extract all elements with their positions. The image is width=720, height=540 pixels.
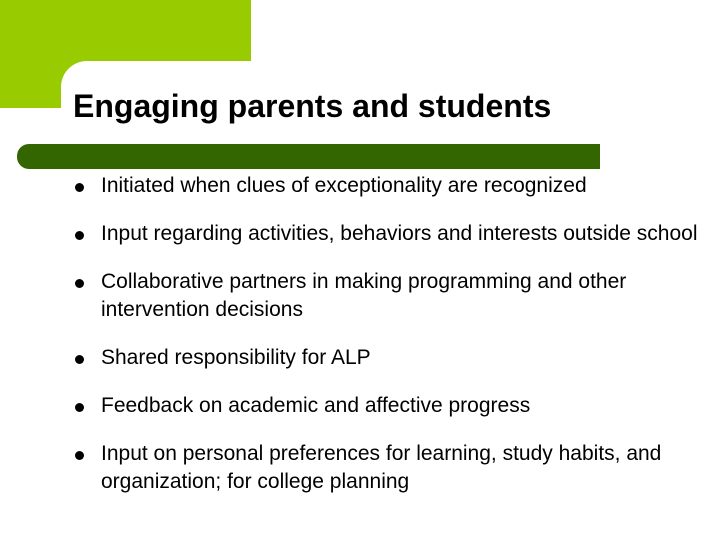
bullet-item [73, 172, 703, 200]
bullet-dot-icon [75, 279, 84, 288]
bullet-list [73, 172, 703, 516]
bullet-item [73, 344, 703, 372]
bullet-text: Shared responsibility for ALP [101, 346, 371, 369]
bullet-item [73, 392, 703, 420]
bullet-dot-icon [75, 451, 84, 460]
bullet-text: Input regarding activities, behaviors and interests outside school [101, 222, 698, 245]
bullet-item [73, 268, 703, 324]
bullet-dot-icon [75, 183, 84, 192]
slide-title: Engaging parents and students [73, 88, 552, 124]
bullet-dot-icon [75, 231, 84, 240]
bullet-text: Collaborative partners in making programming and other intervention decisions [101, 270, 627, 321]
bullet-dot-icon [75, 355, 84, 364]
bullet-text: Initiated when clues of exceptionality are recognized [101, 174, 587, 197]
title-divider-bar [17, 144, 600, 169]
bullet-text: Input on personal preferences for learning, study habits, and organization; for college planning [101, 442, 662, 493]
bullet-item [73, 440, 703, 496]
bullet-item [73, 220, 703, 248]
bullet-dot-icon [75, 403, 84, 412]
bullet-text: Feedback on academic and affective progress [101, 394, 531, 417]
